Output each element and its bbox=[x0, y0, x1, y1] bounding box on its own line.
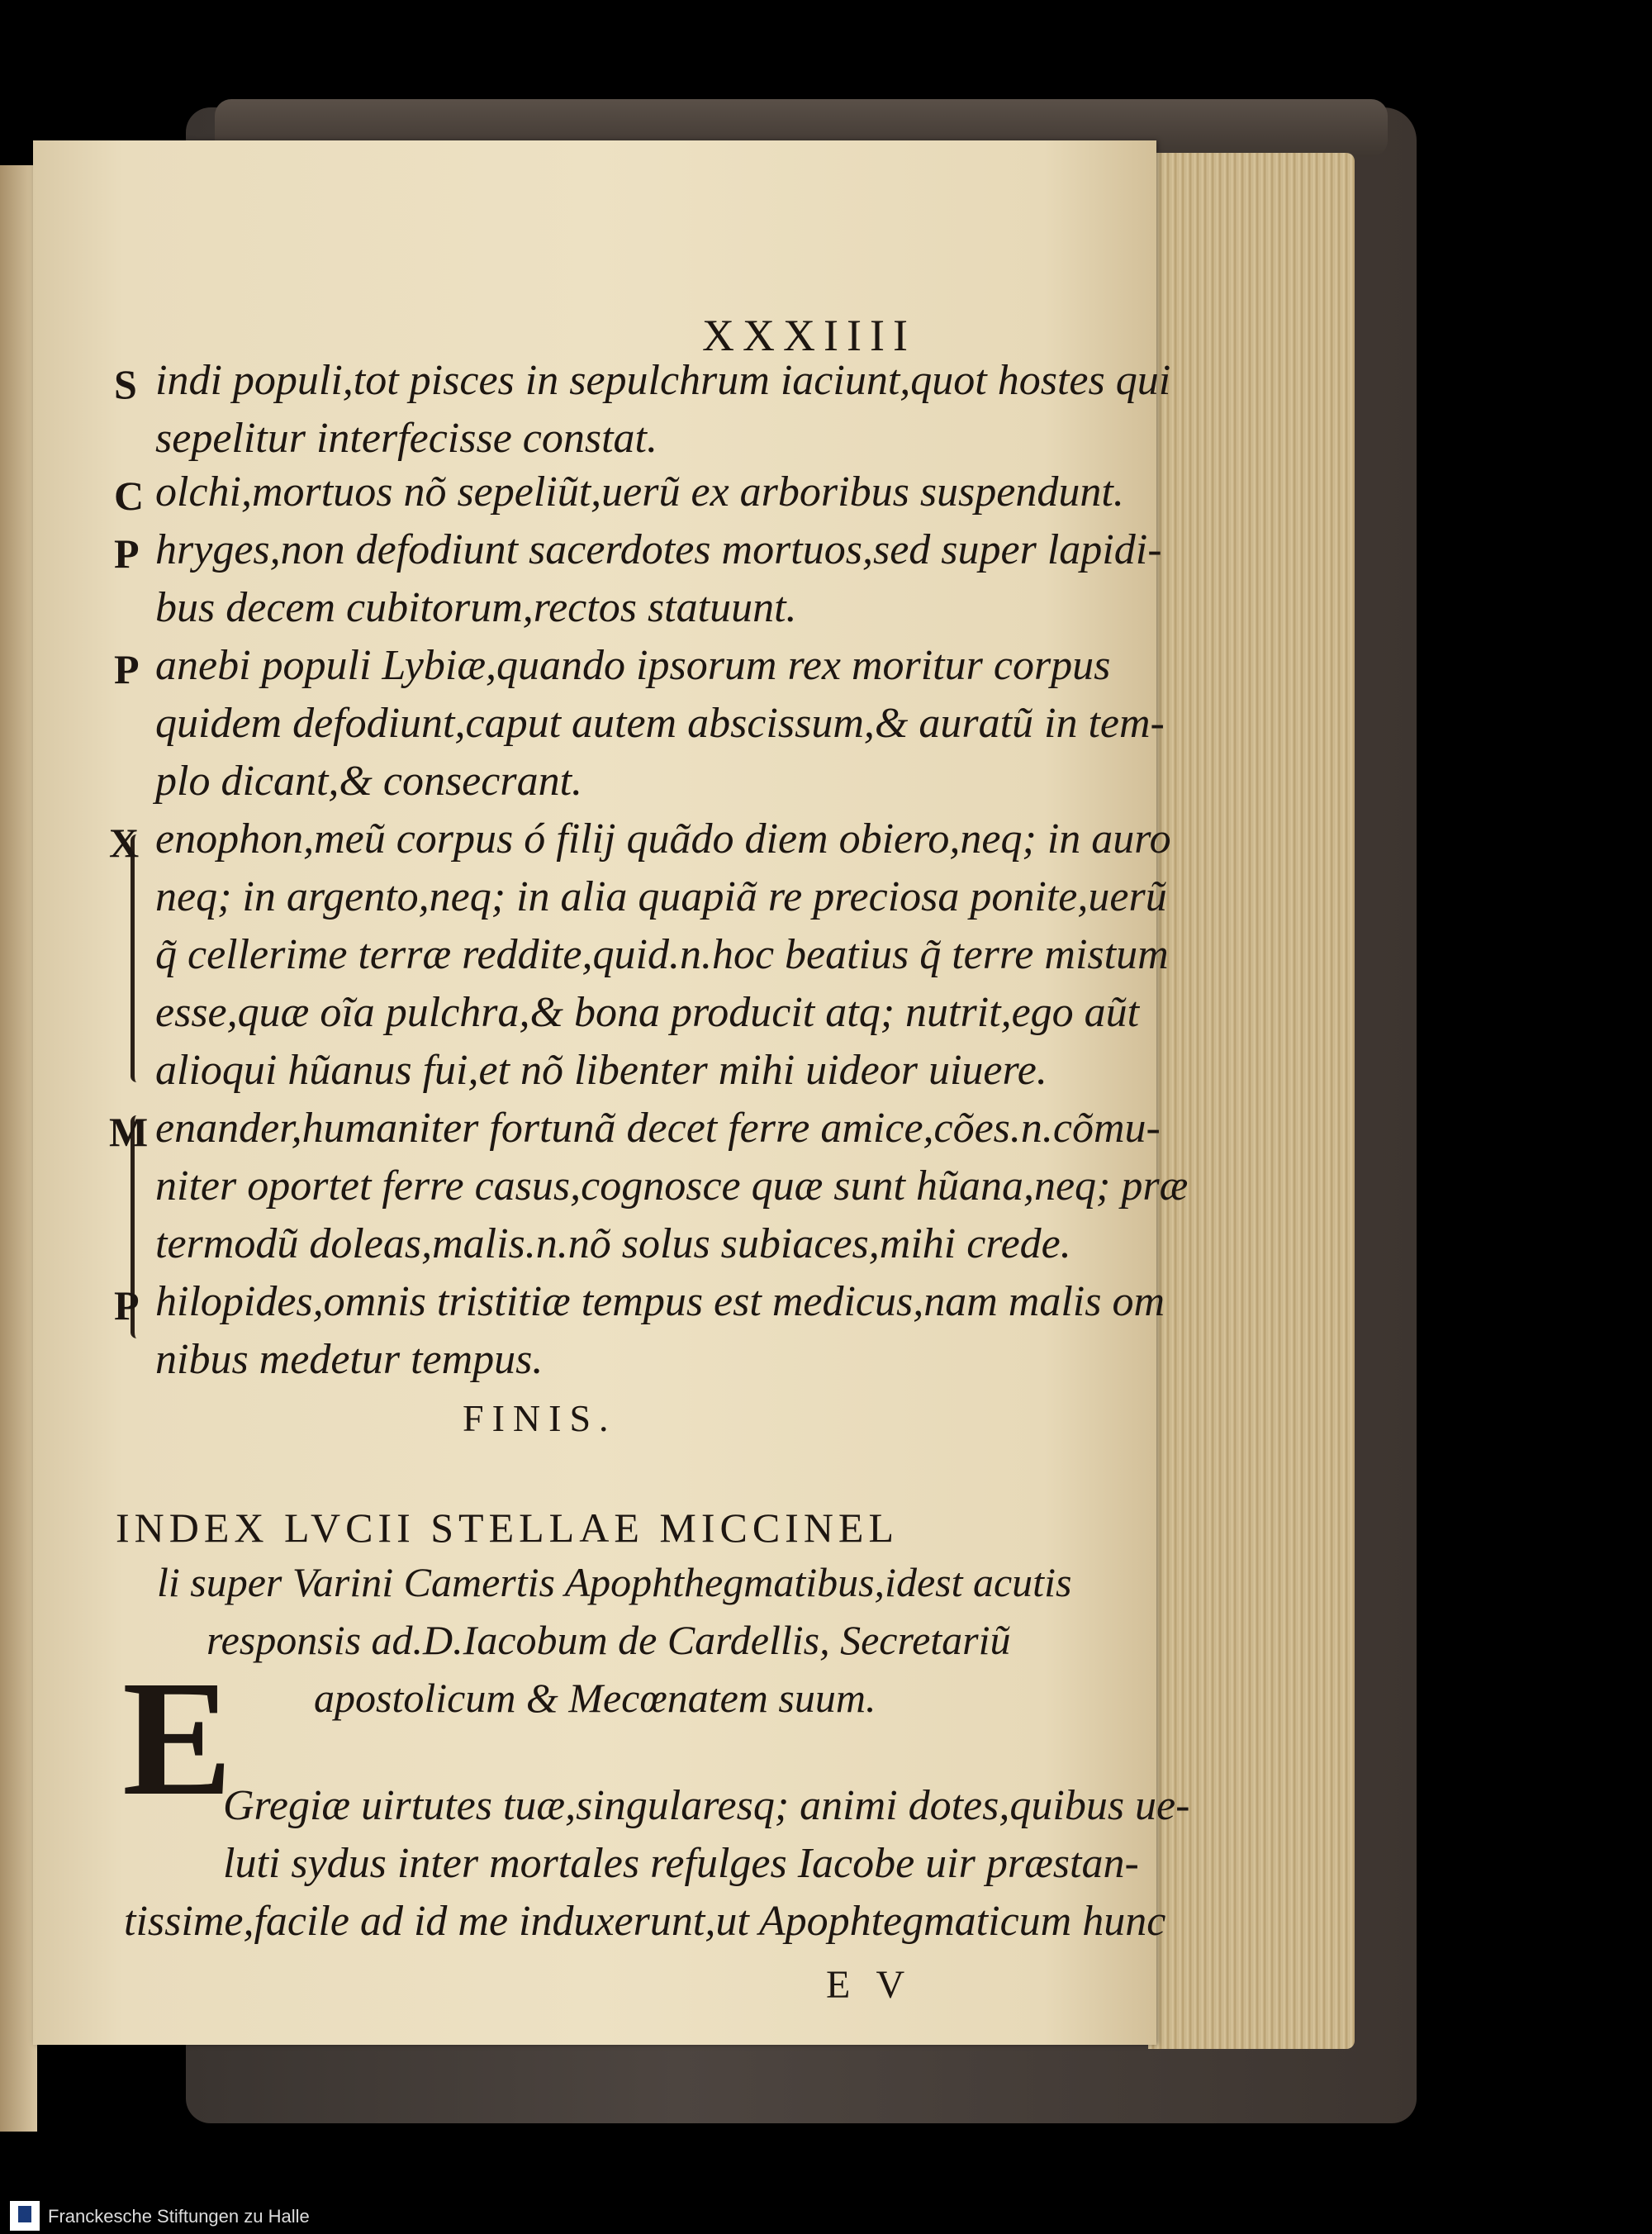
entry-initial: M bbox=[109, 1109, 149, 1155]
institution-logo-icon bbox=[10, 2201, 40, 2231]
entry-line: alioqui hũanus fui,et nõ libenter mihi uideor uiuere. bbox=[155, 1047, 1047, 1094]
book-page bbox=[33, 140, 1190, 2045]
entry-line: sepelitur interfecisse constat. bbox=[155, 415, 658, 462]
entry-line: niter oportet ferre casus,cognosce quæ sunt hũana,neq; præ bbox=[155, 1162, 1189, 1210]
entry-line: indi populi,tot pisces in sepulchrum iaciunt,quot hostes qui bbox=[155, 357, 1171, 404]
entry-line: nibus medetur tempus. bbox=[155, 1336, 544, 1383]
index-heading-line: responsis ad.D.Iacobum de Cardellis, Secretariũ bbox=[206, 1617, 1011, 1663]
entry-initial: S bbox=[114, 361, 137, 407]
entry-line: hryges,non defodiunt sacerdotes mortuos,sed super lapidi- bbox=[155, 526, 1162, 573]
entry-line: plo dicant,& consecrant. bbox=[155, 758, 583, 805]
entry-initial: P bbox=[114, 646, 140, 692]
letter-line: Gregiæ uirtutes tuæ,singularesq; animi dotes,quibus ue- bbox=[223, 1782, 1190, 1829]
entry-initial: P bbox=[114, 530, 140, 577]
entry-initial: X bbox=[109, 820, 140, 866]
letter-line: tissime,facile ad id me induxerunt,ut Apophtegmaticum hunc bbox=[124, 1898, 1166, 1945]
entry-line: enander,humaniter fortunã decet ferre amice,cões.n.cõmu- bbox=[155, 1105, 1161, 1152]
entry-line: q̃ cellerime terræ reddite,quid.n.hoc beatius q̃ terre mistum bbox=[155, 931, 1169, 978]
letter-line: luti sydus inter mortales refulges Iacobe uir præstan- bbox=[223, 1840, 1139, 1887]
entry-line: esse,quæ oĩa pulchra,& bona producit atq; nutrit,ego aũt bbox=[155, 989, 1140, 1036]
entry-line: quidem defodiunt,caput autem abscissum,& auratũ in tem- bbox=[155, 700, 1165, 747]
page-number: XXXIIII bbox=[702, 311, 916, 360]
entry-line: bus decem cubitorum,rectos statuunt. bbox=[155, 584, 797, 631]
page-edges bbox=[1148, 153, 1355, 2049]
index-heading-line: apostolicum & Mecœnatem suum. bbox=[314, 1675, 876, 1721]
entry-line: anebi populi Lybiæ,quando ipsorum rex moritur corpus bbox=[155, 642, 1111, 689]
entry-line: enophon,meũ corpus ó filij quãdo diem obiero,neq; in auro bbox=[155, 815, 1171, 863]
entry-line: olchi,mortuos nõ sepeliũt,uerũ ex arboribus suspendunt. bbox=[155, 468, 1124, 516]
index-heading-line: INDEX LVCII STELLAE MICCINEL bbox=[116, 1504, 900, 1551]
entry-initial: C bbox=[114, 473, 145, 519]
entry-line: hilopides,omnis tristitiæ tempus est medicus,nam malis om bbox=[155, 1278, 1165, 1325]
entry-line: neq; in argento,neq; in alia quapiã re preciosa ponite,uerũ bbox=[155, 873, 1167, 920]
signature-mark: E V bbox=[826, 1963, 914, 2007]
margin-bracket bbox=[131, 834, 143, 1082]
footer-text: Franckesche Stiftungen zu Halle bbox=[48, 2206, 310, 2227]
entry-initial: P bbox=[114, 1282, 140, 1329]
left-page-edge bbox=[0, 165, 37, 2132]
finis: FINIS. bbox=[463, 1397, 617, 1439]
index-heading-line: li super Varini Camertis Apophthegmatibus,idest acutis bbox=[157, 1559, 1072, 1605]
decorated-initial: E bbox=[122, 1647, 233, 1830]
entry-line: termodũ doleas,malis.n.nõ solus subiaces,mihi crede. bbox=[155, 1220, 1071, 1267]
